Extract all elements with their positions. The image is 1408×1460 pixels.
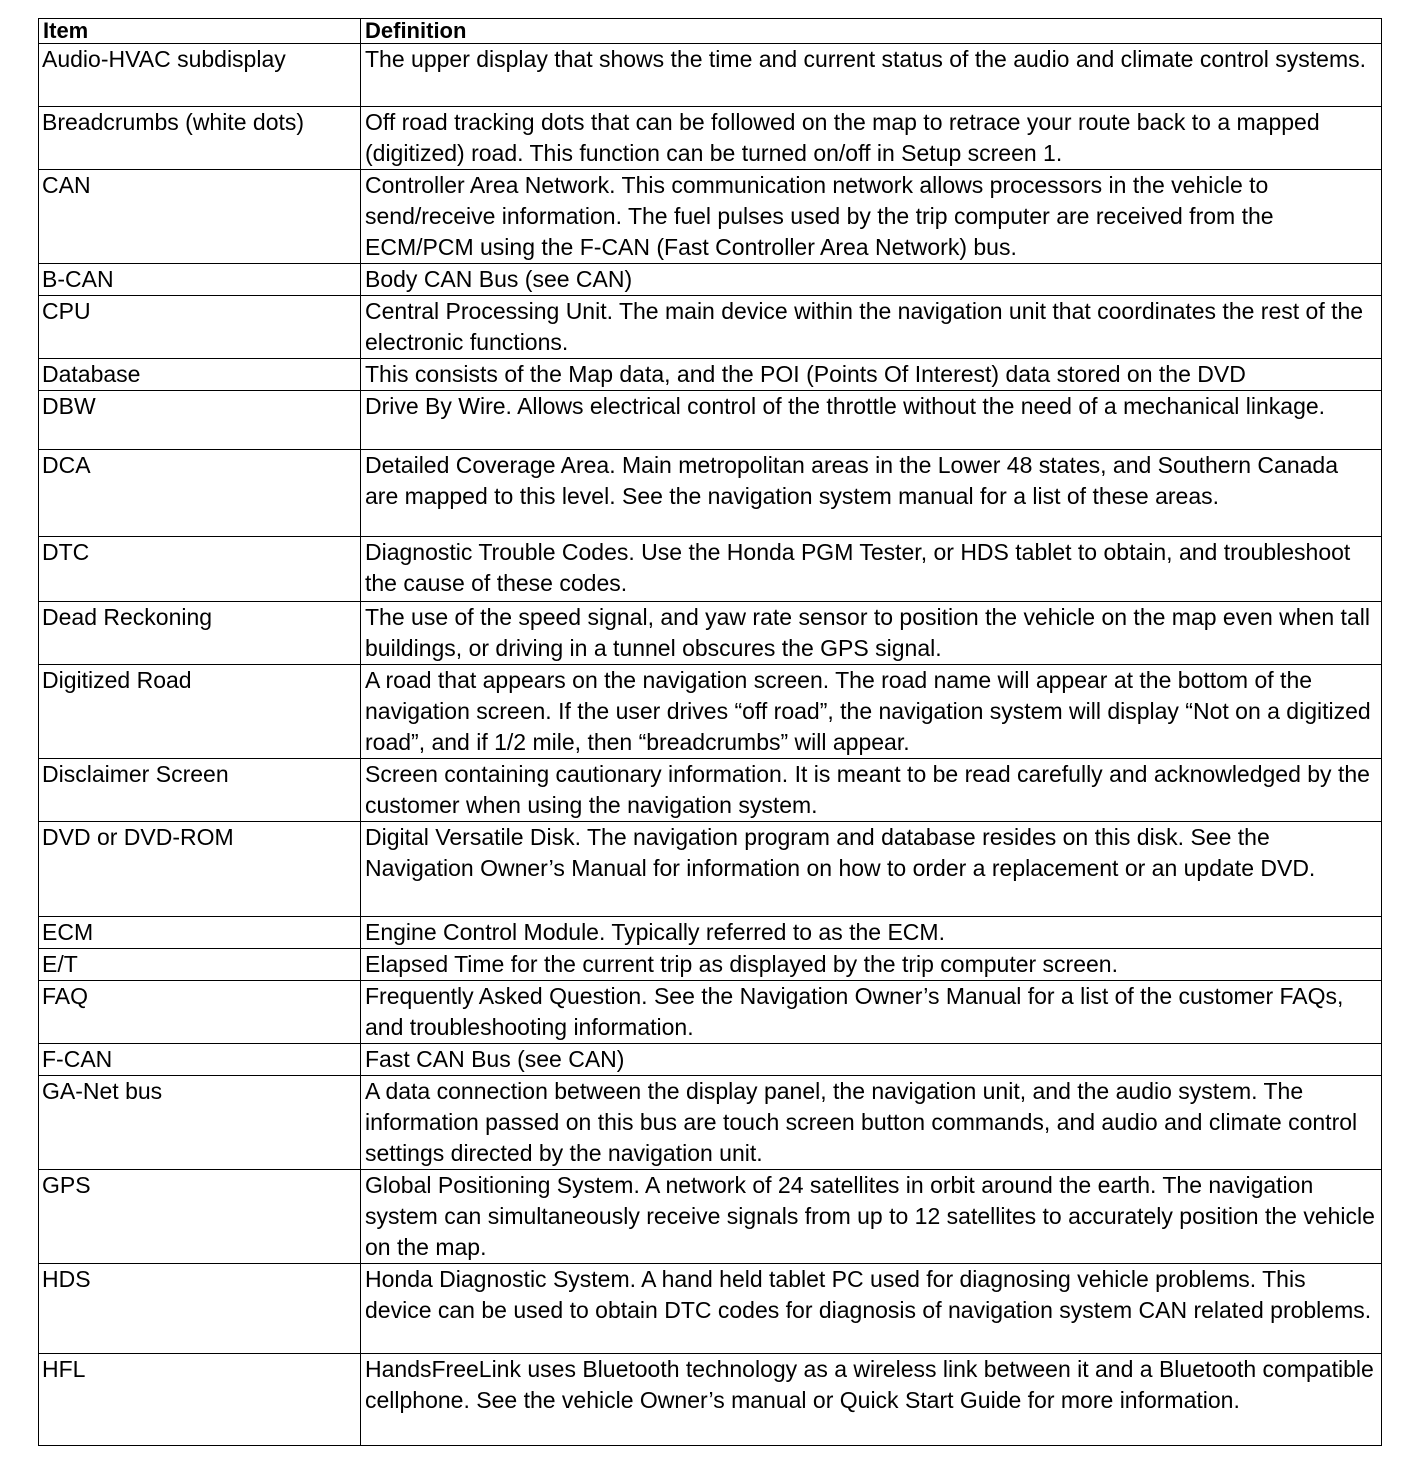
term-cell: Audio-HVAC subdisplay bbox=[39, 44, 361, 107]
definition-cell: Diagnostic Trouble Codes. Use the Honda PGM Tester, or HDS tablet to obtain, and troubleshoot the cause of these codes. bbox=[361, 537, 1382, 602]
term-cell: HFL bbox=[39, 1354, 361, 1446]
table-row bbox=[39, 1264, 1382, 1354]
term-cell: ECM bbox=[39, 917, 361, 949]
definition-cell: This consists of the Map data, and the POI (Points Of Interest) data stored on the DVD bbox=[361, 359, 1382, 391]
table-row bbox=[39, 602, 1382, 665]
table-row bbox=[39, 296, 1382, 359]
table-row bbox=[39, 759, 1382, 822]
table-row bbox=[39, 949, 1382, 981]
term-cell: CAN bbox=[39, 170, 361, 264]
table-row bbox=[39, 981, 1382, 1044]
term-cell: Digitized Road bbox=[39, 665, 361, 759]
definition-cell: Digital Versatile Disk. The navigation program and database resides on this disk. See the Navigation Owner’s Manual for information on how to order a replacement or an update DVD. bbox=[361, 822, 1382, 917]
definition-cell: The upper display that shows the time and current status of the audio and climate control systems. bbox=[361, 44, 1382, 107]
definition-cell: Honda Diagnostic System. A hand held tablet PC used for diagnosing vehicle problems. This device can be used to obtain DTC codes for diagnosis of navigation system CAN related problems. bbox=[361, 1264, 1382, 1354]
table-row bbox=[39, 1354, 1382, 1446]
term-cell: F-CAN bbox=[39, 1044, 361, 1076]
table-row bbox=[39, 359, 1382, 391]
term-cell: Dead Reckoning bbox=[39, 602, 361, 665]
term-cell: B-CAN bbox=[39, 264, 361, 296]
table-row bbox=[39, 1044, 1382, 1076]
glossary-body bbox=[39, 44, 1382, 1446]
definition-cell: Central Processing Unit. The main device within the navigation unit that coordinates the rest of the electronic functions. bbox=[361, 296, 1382, 359]
term-cell: DTC bbox=[39, 537, 361, 602]
term-cell: GA-Net bus bbox=[39, 1076, 361, 1170]
table-row bbox=[39, 665, 1382, 759]
definition-cell: Controller Area Network. This communication network allows processors in the vehicle to send/receive information. The fuel pulses used by the trip computer are received from the ECM/PCM using the F-CAN (Fast Controller Area Network) bus. bbox=[361, 170, 1382, 264]
table-row bbox=[39, 44, 1382, 107]
header-item: Item bbox=[39, 19, 361, 44]
term-cell: HDS bbox=[39, 1264, 361, 1354]
definition-cell: Engine Control Module. Typically referred to as the ECM. bbox=[361, 917, 1382, 949]
term-cell: Breadcrumbs (white dots) bbox=[39, 107, 361, 170]
term-cell: Database bbox=[39, 359, 361, 391]
table-row bbox=[39, 107, 1382, 170]
definition-cell: HandsFreeLink uses Bluetooth technology as a wireless link between it and a Bluetooth compatible cellphone. See the vehicle Owner’s manual or Quick Start Guide for more information. bbox=[361, 1354, 1382, 1446]
definition-cell: Fast CAN Bus (see CAN) bbox=[361, 1044, 1382, 1076]
definition-cell: Body CAN Bus (see CAN) bbox=[361, 264, 1382, 296]
table-row bbox=[39, 917, 1382, 949]
table-row bbox=[39, 537, 1382, 602]
definition-cell: A data connection between the display panel, the navigation unit, and the audio system. The information passed on this bus are touch screen button commands, and audio and climate control settings directed by the navigation unit. bbox=[361, 1076, 1382, 1170]
definition-cell: Screen containing cautionary information. It is meant to be read carefully and acknowledged by the customer when using the navigation system. bbox=[361, 759, 1382, 822]
term-cell: DBW bbox=[39, 391, 361, 450]
definition-cell: Off road tracking dots that can be followed on the map to retrace your route back to a mapped (digitized) road. This function can be turned on/off in Setup screen 1. bbox=[361, 107, 1382, 170]
definition-cell: Detailed Coverage Area. Main metropolitan areas in the Lower 48 states, and Southern Canada are mapped to this level. See the navigation system manual for a list of these areas. bbox=[361, 450, 1382, 537]
definition-cell: The use of the speed signal, and yaw rate sensor to position the vehicle on the map even when tall buildings, or driving in a tunnel obscures the GPS signal. bbox=[361, 602, 1382, 665]
definition-cell: A road that appears on the navigation screen. The road name will appear at the bottom of the navigation screen. If the user drives “off road”, the navigation system will display “Not on a digitized road”, and if 1/2 mile, then “breadcrumbs” will appear. bbox=[361, 665, 1382, 759]
term-cell: DVD or DVD-ROM bbox=[39, 822, 361, 917]
table-row bbox=[39, 450, 1382, 537]
definition-cell: Drive By Wire. Allows electrical control of the throttle without the need of a mechanical linkage. bbox=[361, 391, 1382, 450]
definition-cell: Frequently Asked Question. See the Navigation Owner’s Manual for a list of the customer FAQs, and troubleshooting information. bbox=[361, 981, 1382, 1044]
table-row bbox=[39, 170, 1382, 264]
term-cell: CPU bbox=[39, 296, 361, 359]
term-cell: GPS bbox=[39, 1170, 361, 1264]
definition-cell: Elapsed Time for the current trip as displayed by the trip computer screen. bbox=[361, 949, 1382, 981]
term-cell: E/T bbox=[39, 949, 361, 981]
table-row bbox=[39, 822, 1382, 917]
table-row bbox=[39, 264, 1382, 296]
table-row bbox=[39, 1170, 1382, 1264]
term-cell: Disclaimer Screen bbox=[39, 759, 361, 822]
table-row bbox=[39, 1076, 1382, 1170]
term-cell: FAQ bbox=[39, 981, 361, 1044]
term-cell: DCA bbox=[39, 450, 361, 537]
header-row bbox=[39, 19, 1382, 44]
table-row bbox=[39, 391, 1382, 450]
header-definition: Definition bbox=[361, 19, 1382, 44]
definition-cell: Global Positioning System. A network of 24 satellites in orbit around the earth. The navigation system can simultaneously receive signals from up to 12 satellites to accurately position the vehicle on the map. bbox=[361, 1170, 1382, 1264]
glossary-table bbox=[38, 18, 1382, 1446]
